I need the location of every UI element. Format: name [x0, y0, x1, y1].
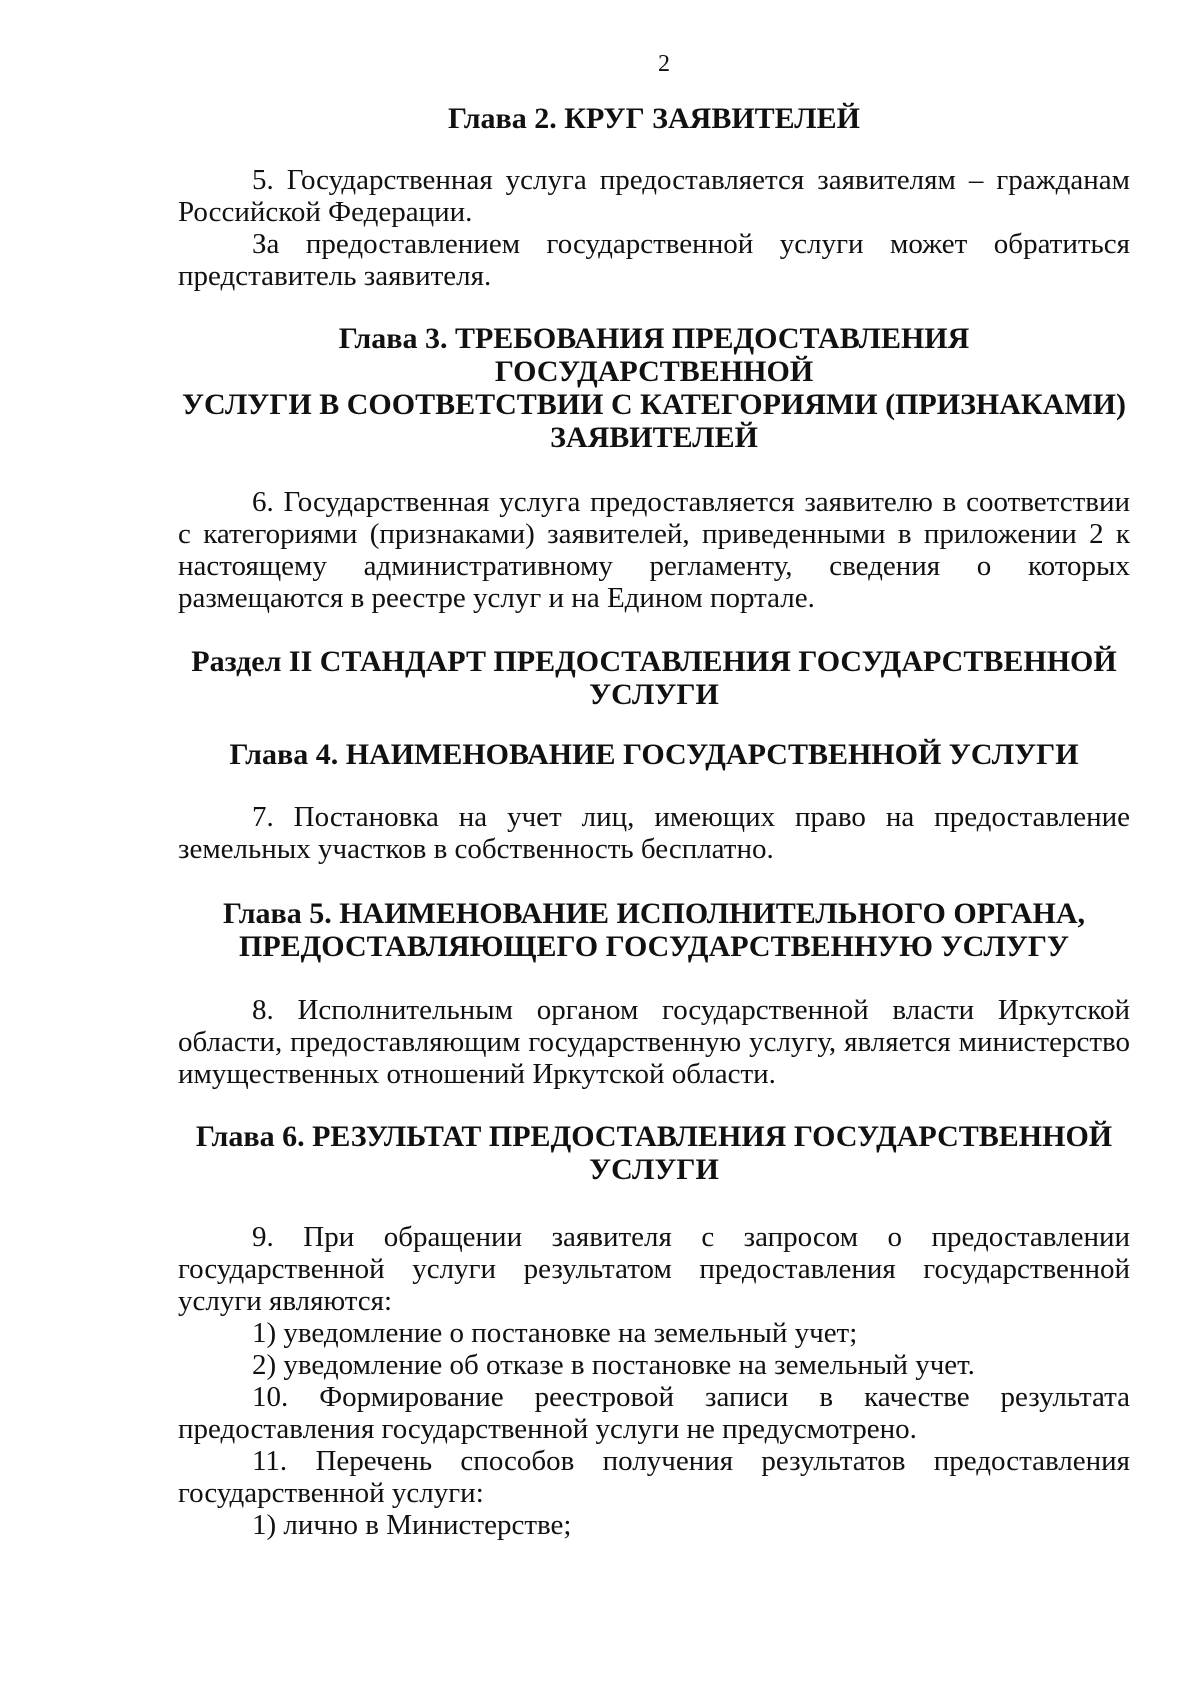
paragraph-9: 9. При обращении заявителя с запросом о предоставлении государственной услуги результатом предоставления государственной услуги являются: — [178, 1221, 1130, 1317]
chapter-6-heading-line-1: Глава 6. РЕЗУЛЬТАТ ПРЕДОСТАВЛЕНИЯ ГОСУДАРСТВЕННОЙ — [195, 1120, 1113, 1153]
paragraph-10: 10. Формирование реестровой записи в качестве результата предоставления государственной услуги не предусмотрено. — [178, 1381, 1130, 1445]
section-2-heading — [178, 645, 1130, 711]
paragraph-8: 8. Исполнительным органом государственной власти Иркутской области, предоставляющим государственную услугу, является министерство имущественных отношений Иркутской области. — [178, 994, 1130, 1090]
paragraph-11: 11. Перечень способов получения результатов предоставления государственной услуги: — [178, 1445, 1130, 1509]
chapter-3-heading-line-3: ЗАЯВИТЕЛЕЙ — [550, 421, 758, 454]
chapter-6-heading — [178, 1120, 1130, 1186]
document-page — [178, 50, 1130, 1541]
paragraph-6: 6. Государственная услуга предоставляется заявителю в соответствии с категориями (признаками) заявителей, приведенными в приложении 2 к настоящему административному регламенту, сведения о которых размещаются в реестре услуг и на Едином портале. — [178, 486, 1130, 614]
section-2-heading-line-1: Раздел II СТАНДАРТ ПРЕДОСТАВЛЕНИЯ ГОСУДАРСТВЕННОЙ — [191, 645, 1117, 678]
section-2-heading-line-2: УСЛУГИ — [589, 678, 719, 711]
page-number: 2 — [658, 51, 670, 77]
chapter-4-heading: Глава 4. НАИМЕНОВАНИЕ ГОСУДАРСТВЕННОЙ УСЛУГИ — [229, 738, 1079, 771]
paragraph-7: 7. Постановка на учет лиц, имеющих право на предоставление земельных участков в собственность бесплатно. — [178, 801, 1130, 865]
chapter-3-heading-line-1: Глава 3. ТРЕБОВАНИЯ ПРЕДОСТАВЛЕНИЯ ГОСУДАРСТВЕННОЙ — [338, 322, 970, 388]
chapter-3-heading — [178, 322, 1130, 454]
paragraph-9-item-1: 1) уведомление о постановке на земельный учет; — [252, 1317, 858, 1349]
chapter-3-heading-line-2: УСЛУГИ В СООТВЕТСТВИИ С КАТЕГОРИЯМИ (ПРИЗНАКАМИ) — [182, 388, 1126, 421]
paragraph-5-representative: За предоставлением государственной услуги может обратиться представитель заявителя. — [178, 228, 1130, 292]
chapter-6-heading-line-2: УСЛУГИ — [589, 1153, 719, 1186]
paragraph-9-item-2: 2) уведомление об отказе в постановке на земельный учет. — [252, 1349, 975, 1381]
chapter-5-heading-line-2: ПРЕДОСТАВЛЯЮЩЕГО ГОСУДАРСТВЕННУЮ УСЛУГУ — [238, 930, 1069, 963]
paragraph-5: 5. Государственная услуга предоставляется заявителям – гражданам Российской Федерации. — [178, 164, 1130, 228]
chapter-2-heading: Глава 2. КРУГ ЗАЯВИТЕЛЕЙ — [447, 102, 860, 135]
chapter-5-heading — [178, 897, 1130, 963]
chapter-5-heading-line-1: Глава 5. НАИМЕНОВАНИЕ ИСПОЛНИТЕЛЬНОГО ОРГАНА, — [222, 897, 1086, 930]
paragraph-11-item-1: 1) лично в Министерстве; — [252, 1509, 572, 1541]
